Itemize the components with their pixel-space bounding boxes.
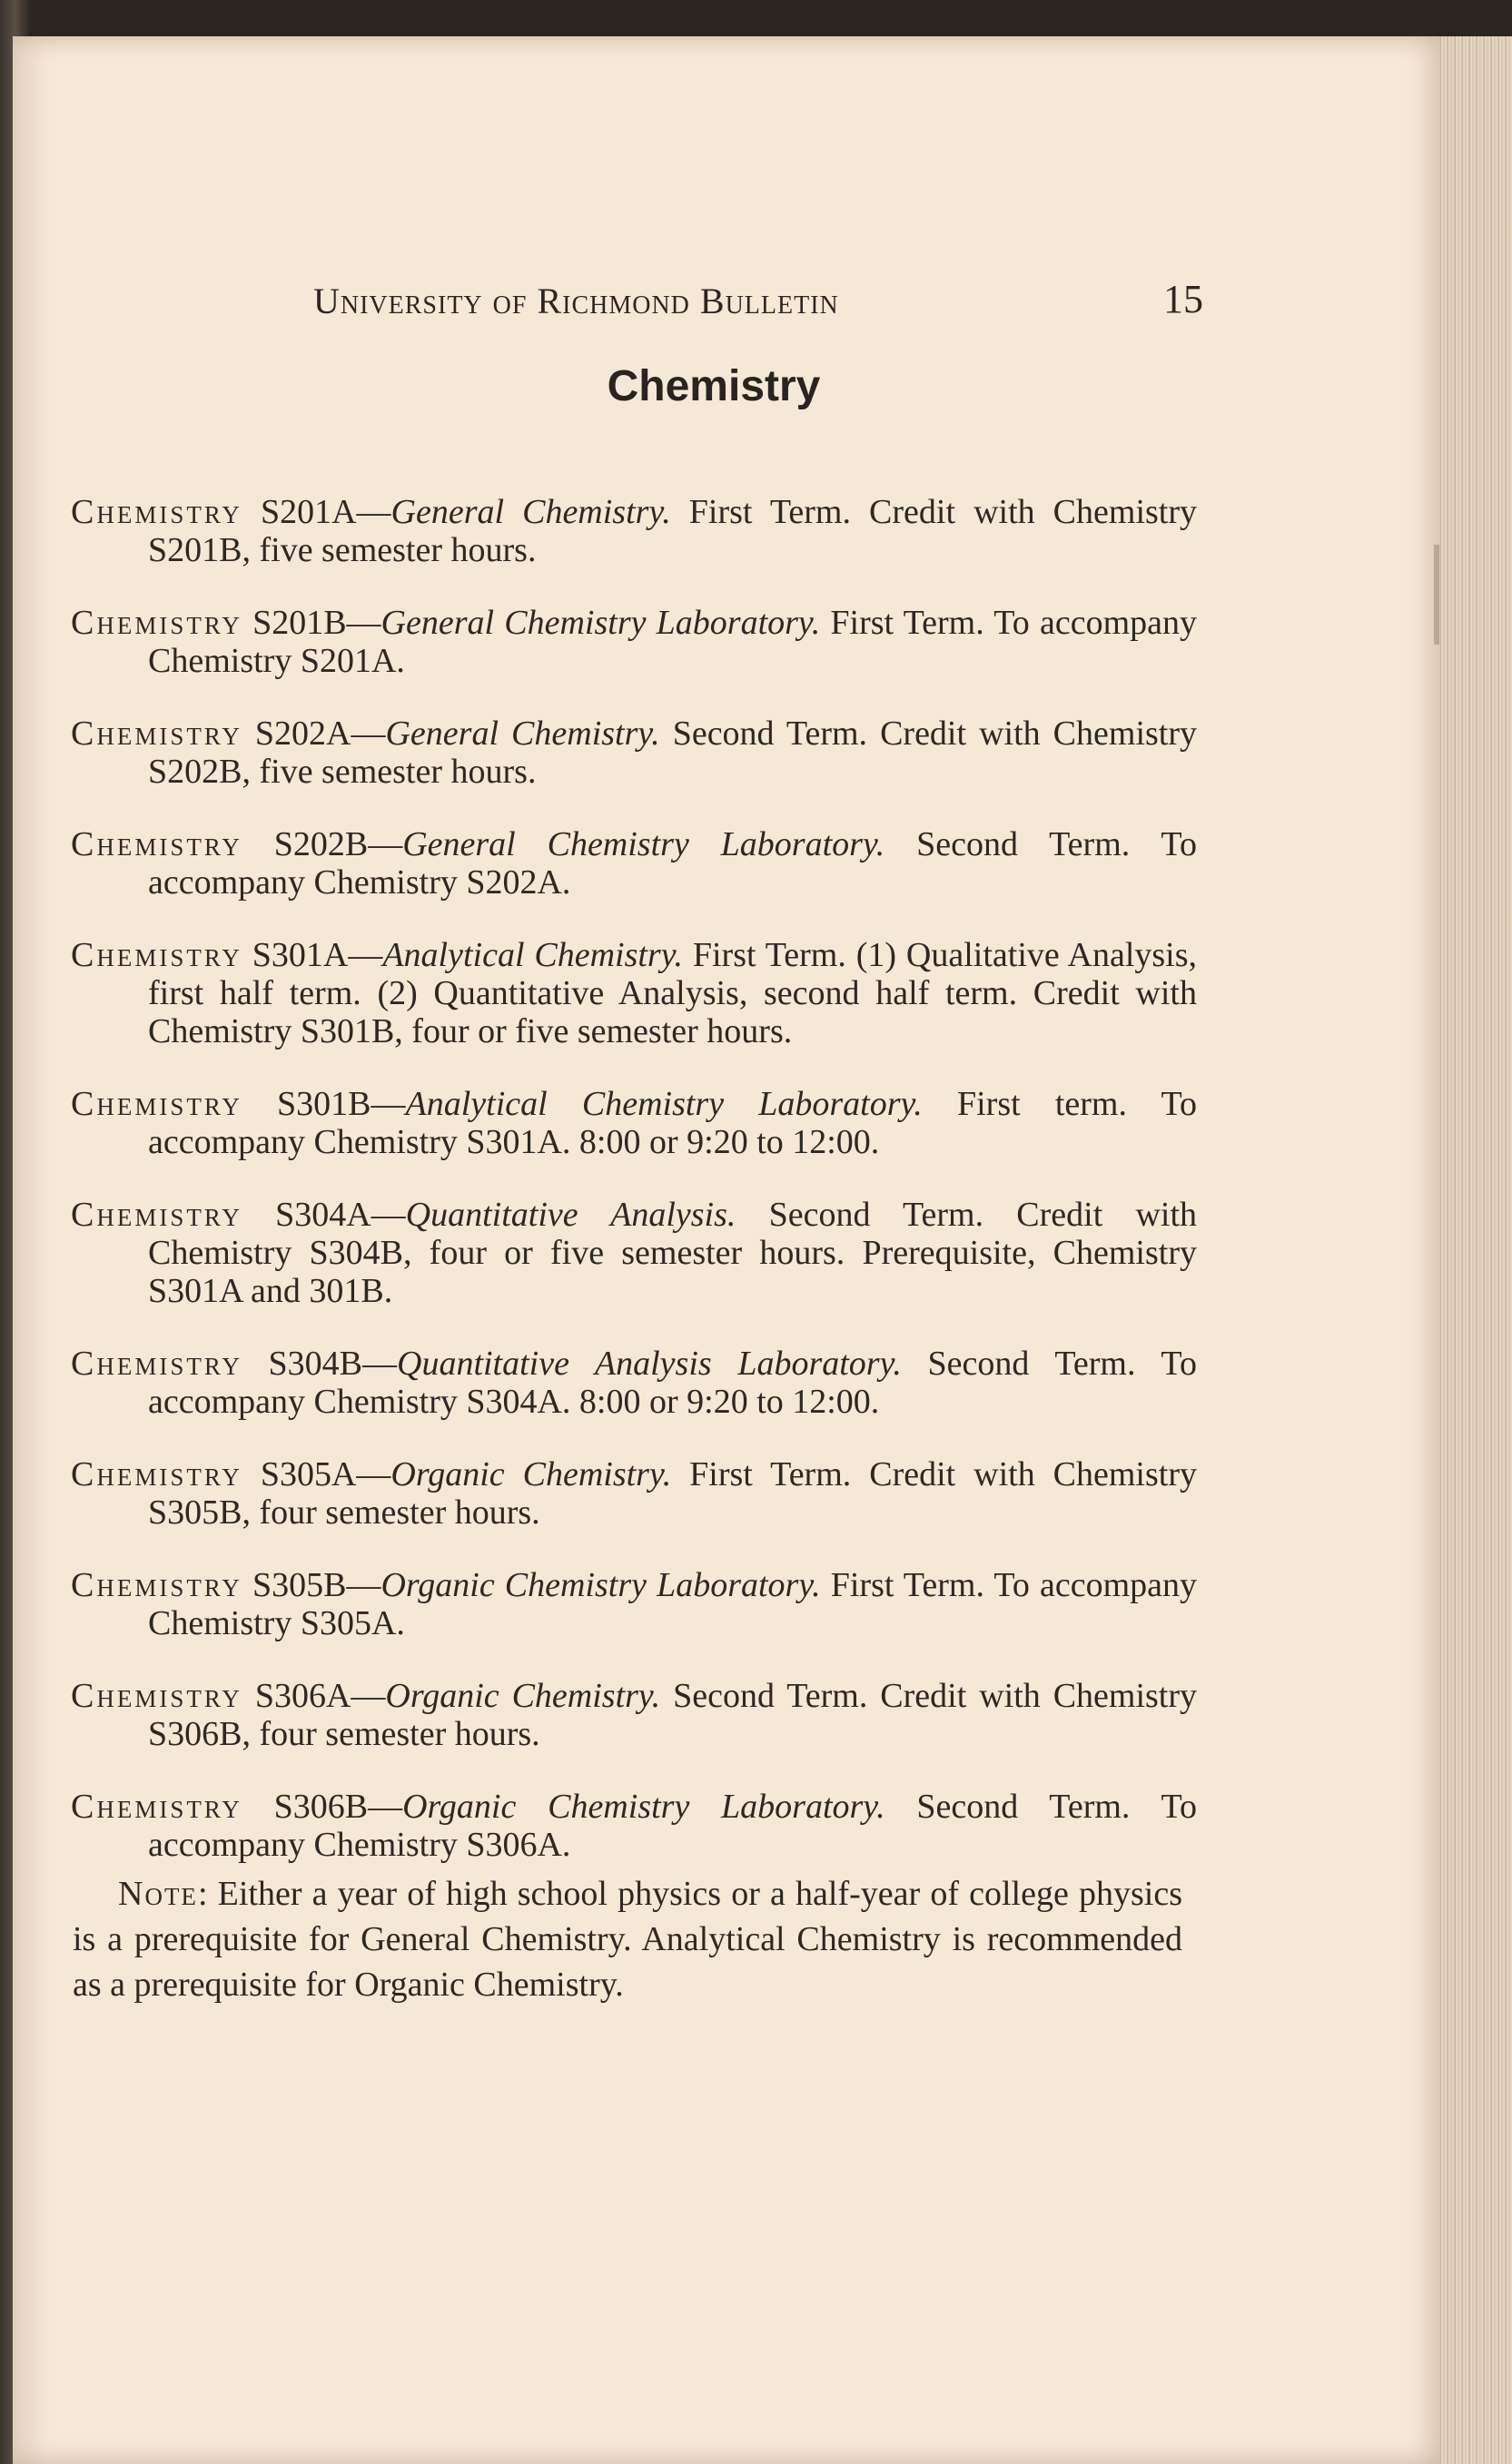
course-entry: Chemistry S202B—General Chemistry Laboratory. Second Term. To accompany Chemistry S202A.	[71, 825, 1197, 902]
course-number: S301B	[277, 1085, 371, 1123]
course-description: Second Term. To accompany Chemistry S304A. 8:00 or 9:20 to 12:00.	[148, 1345, 1197, 1421]
course-prefix: Chemistry	[71, 1196, 242, 1234]
page-mark	[1434, 545, 1439, 645]
course-prefix: Chemistry	[71, 1085, 242, 1123]
section-title: Chemistry	[607, 362, 821, 410]
course-title: General Chemistry.	[385, 715, 660, 753]
course-entry: Chemistry S301B—Analytical Chemistry Laboratory. First term. To accompany Chemistry S301A. 8:00 or 9:20 to 12:00.	[71, 1085, 1198, 1161]
course-entry: Chemistry S202A—General Chemistry. Second Term. Credit with Chemistry S202B, five semester hours.	[71, 715, 1197, 791]
course-title: General Chemistry Laboratory.	[380, 604, 821, 642]
course-entry: Chemistry S201A—General Chemistry. First Term. Credit with Chemistry S201B, five semester hours.	[71, 493, 1198, 569]
course-prefix: Chemistry	[71, 1566, 242, 1604]
page-header	[313, 274, 1203, 329]
course-title: General Chemistry.	[390, 493, 671, 531]
prerequisite-note: Note: Either a year of high school physics or a half-year of college physics is a prerequisite for General Chemistry. Analytical Chemistry is recommended as a prerequisite for Organic Chemistry.	[73, 1875, 1182, 2004]
course-prefix: Chemistry	[71, 825, 242, 863]
course-number: S306A	[254, 1677, 351, 1715]
course-description: First Term. Credit with Chemistry S201B, five semester hours.	[148, 493, 1198, 569]
running-head: University of Richmond Bulletin	[313, 281, 839, 321]
course-entry: Chemistry S305B—Organic Chemistry Laboratory. First Term. To accompany Chemistry S305A.	[71, 1566, 1198, 1642]
course-title: Quantitative Analysis Laboratory.	[397, 1345, 902, 1383]
course-prefix: Chemistry	[71, 1677, 242, 1715]
course-number: S304B	[268, 1345, 362, 1383]
course-list	[71, 458, 1197, 1887]
course-number: S305A	[260, 1455, 357, 1493]
course-title: Organic Chemistry.	[385, 1677, 661, 1715]
note-text: Either a year of high school physics or a half-year of college physics is a prerequisite for General Chemistry. Analytical Chemistry is recommended as a prerequisite for Organic Chemistry.	[73, 1875, 1182, 2004]
course-prefix: Chemistry	[71, 1345, 242, 1383]
course-title: Analytical Chemistry.	[382, 936, 683, 974]
course-title: Analytical Chemistry Laboratory.	[405, 1085, 923, 1123]
course-number: S301A	[252, 936, 349, 974]
course-prefix: Chemistry	[71, 493, 242, 531]
course-number: S201A	[260, 493, 357, 531]
course-description: First Term. (1) Qualitative Analysis, first half term. (2) Quantitative Analysis, second half term. Credit with Chemistry S301B, four or five semester hours.	[148, 936, 1198, 1050]
course-description: Second Term. Credit with Chemistry S304B, four or five semester hours. Prerequisite, Chemistry S301A and 301B.	[148, 1196, 1198, 1310]
course-title: Organic Chemistry Laboratory.	[402, 1788, 885, 1826]
course-description: First Term. To accompany Chemistry S201A.	[148, 604, 1197, 680]
course-number: S306B	[273, 1788, 369, 1826]
course-description: Second Term. Credit with Chemistry S202B, five semester hours.	[148, 715, 1197, 791]
book-page-edges	[1435, 36, 1512, 2464]
course-prefix: Chemistry	[71, 1455, 242, 1493]
course-title: General Chemistry Laboratory.	[402, 825, 885, 863]
note-label: Note	[118, 1875, 198, 1913]
course-number: S305B	[252, 1566, 347, 1604]
course-description: Second Term. Credit with Chemistry S306B, four semester hours.	[148, 1677, 1198, 1753]
course-entry: Chemistry S306A—Organic Chemistry. Second Term. Credit with Chemistry S306B, four semester hours.	[71, 1677, 1198, 1753]
page-number: 15	[1163, 277, 1203, 321]
course-entry: Chemistry S306B—Organic Chemistry Laboratory. Second Term. To accompany Chemistry S306A.	[71, 1788, 1198, 1864]
course-title: Organic Chemistry Laboratory.	[380, 1566, 821, 1604]
course-number: S202B	[273, 825, 369, 863]
course-description: First Term. To accompany Chemistry S305A.	[148, 1566, 1198, 1642]
course-number: S202A	[254, 715, 351, 753]
course-description: Second Term. To accompany Chemistry S202A.	[148, 825, 1197, 902]
course-title: Quantitative Analysis.	[405, 1196, 736, 1234]
course-prefix: Chemistry	[71, 1788, 242, 1826]
course-number: S304A	[275, 1196, 371, 1234]
course-title: Organic Chemistry.	[390, 1455, 672, 1493]
course-prefix: Chemistry	[71, 936, 242, 974]
course-number: S201B	[252, 604, 347, 642]
course-prefix: Chemistry	[71, 715, 242, 753]
course-description: Second Term. To accompany Chemistry S306A.	[148, 1788, 1198, 1864]
course-entry: Chemistry S301A—Analytical Chemistry. First Term. (1) Qualitative Analysis, first half term. (2) Quantitative Analysis, second half term. Credit with Chemistry S301B, four or five semester hours.	[71, 936, 1198, 1050]
course-prefix: Chemistry	[71, 604, 242, 642]
course-description: First Term. Credit with Chemistry S305B, four semester hours.	[148, 1455, 1197, 1532]
course-entry: Chemistry S304B—Quantitative Analysis Laboratory. Second Term. To accompany Chemistry S304A. 8:00 or 9:20 to 12:00.	[71, 1345, 1197, 1421]
course-entry: Chemistry S304A—Quantitative Analysis. Second Term. Credit with Chemistry S304B, four or five semester hours. Prerequisite, Chemistry S301A and 301B.	[71, 1196, 1198, 1310]
course-entry: Chemistry S201B—General Chemistry Laboratory. First Term. To accompany Chemistry S201A.	[71, 604, 1197, 680]
course-description: First term. To accompany Chemistry S301A. 8:00 or 9:20 to 12:00.	[148, 1085, 1198, 1161]
course-entry: Chemistry S305A—Organic Chemistry. First Term. Credit with Chemistry S305B, four semester hours.	[71, 1455, 1197, 1532]
